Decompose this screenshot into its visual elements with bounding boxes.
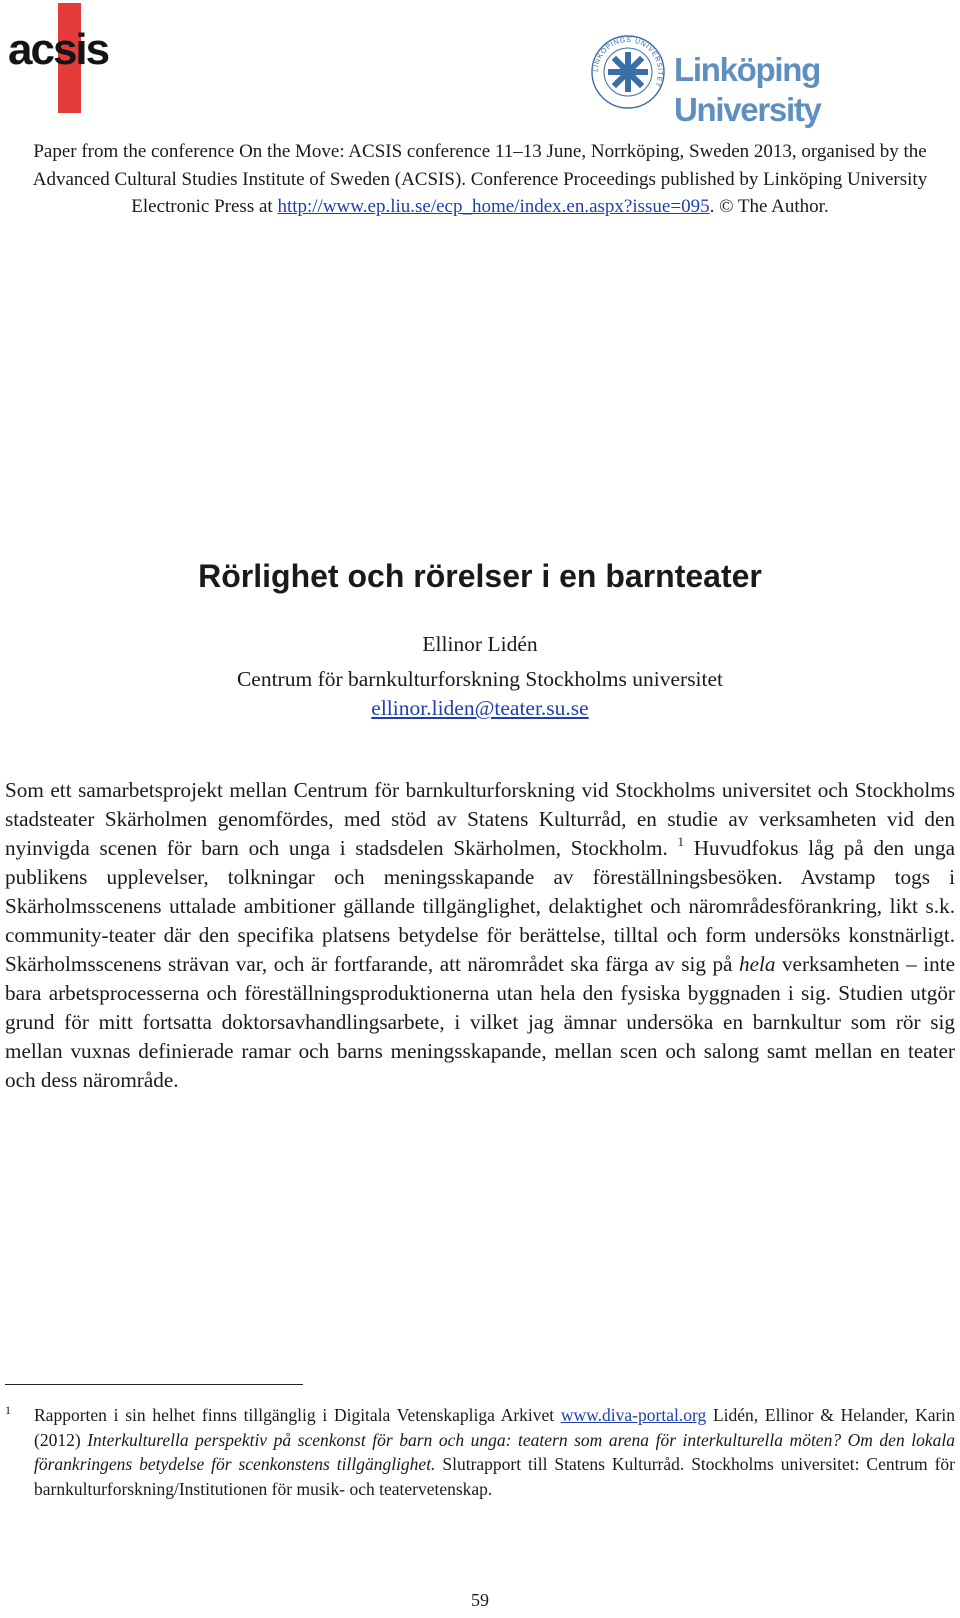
footnote-text xyxy=(34,1403,955,1501)
linkoping-university-logo xyxy=(590,34,940,128)
footnote-number: 1 xyxy=(5,1403,11,1417)
paper-title: Rörlighet och rörelser i en barnteater xyxy=(198,558,762,594)
footnote-text-2: Lidén, Ellinor & Helander, Karin (2012) xyxy=(34,1405,955,1450)
university-seal-icon xyxy=(590,34,666,110)
abstract-paragraph xyxy=(5,776,955,1095)
author-name: Ellinor Lidén xyxy=(422,632,538,656)
abstract-text-1: Som ett samarbetsprojekt mellan Centrum för barnkulturforskning vid Stockholms universitet och Stockholms stadsteater Skärholmen genomfördes, med stöd av Statens Kulturråd, en studie av verksamheten vid den nyinvigda scenen för barn och unga i stadsdelen Skärholmen, Stockholm. xyxy=(5,778,955,860)
acsis-logo xyxy=(0,0,120,115)
acsis-logo-text: acsis xyxy=(8,25,109,74)
author-email xyxy=(0,693,960,723)
conference-notice xyxy=(10,138,950,221)
abstract-text-3: verksamheten – inte bara arbetsprocesserna och föreställningsproduktionerna utan hela den fysiska byggnaden i sig. Studien utgör grund för mitt fortsatta doktorsavhandlingsarbete, i vilket jag ämnar undersöka en barnkultur som rör sig mellan vuxnas definierade ramar och barns meningsskapande, mellan scen och salong samt mellan en teater och dess närområde. xyxy=(5,952,955,1092)
footnote-divider xyxy=(5,1384,303,1385)
author-affiliation: Centrum för barnkulturforskning Stockholms universitet xyxy=(236,667,724,691)
footnote xyxy=(5,1403,955,1501)
abstract-text-2: Huvudfokus låg på den unga publikens upplevelser, tolkningar och meningsskapande av föreställningsbesöken. Avstamp togs i Skärholmsscenens uttalade ambitioner gällande tillgänglighet, delaktighet och närområdesförankring, likt s.k. community-teater där den specifika platsens betydelse för berättelse, tilltal och form undersöks konstnärligt. Skärholmsscenens strävan var, och är fortfarande, att närområdet ska färga av sig på xyxy=(5,836,955,976)
email-link[interactable]: ellinor.liden@teater.su.se xyxy=(371,696,589,720)
proceedings-link[interactable]: http://www.ep.liu.se/ecp_home/index.en.aspx?issue=095 xyxy=(277,196,710,217)
seal-text: LINKÖPINGS UNIVERSITET xyxy=(592,36,664,89)
footnote-text-1: Rapporten i sin helhet finns tillgänglig i Digitala Vetenskapliga Arkivet xyxy=(34,1405,561,1425)
abstract-emphasis: hela xyxy=(738,952,776,976)
footnote-text-3: Slutrapport till Statens Kulturråd. Stockholms universitet: Centrum för barnkulturforskning/Institutionen för musik- och teatervetenskap. xyxy=(34,1454,955,1499)
footnote-report-title: Interkulturella perspektiv på scenkonst för barn och unga: teatern som arena för interkulturella möten? Om den lokala förankringens betydelse för scenkonstens tillgänglighet. xyxy=(34,1429,955,1474)
notice-text: Paper from the conference On the Move: ACSIS conference 11–13 June, Norrköping, Sweden 2013, organised by the Advanced Cultural Studies Institute of Sweden (ACSIS). Conference Proceedings published by Linköping University Electronic Press at xyxy=(32,141,928,217)
page-number: 59 xyxy=(471,1590,489,1610)
notice-copyright: . © The Author. xyxy=(709,196,829,217)
diva-portal-link[interactable]: www.diva-portal.org xyxy=(560,1405,707,1425)
university-name: Linköping University xyxy=(674,51,821,128)
footnote-reference[interactable]: 1 xyxy=(677,834,685,849)
